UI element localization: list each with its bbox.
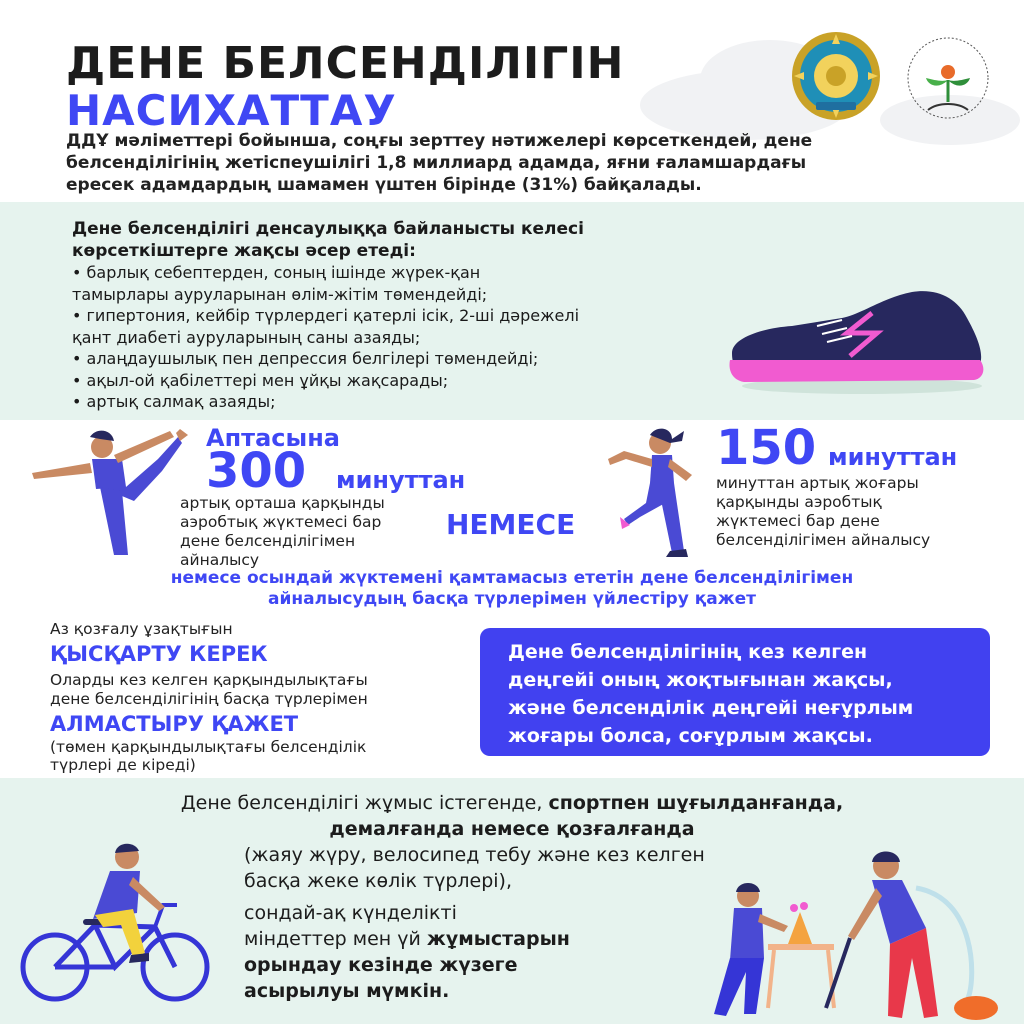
sedentary-line: Аз қозғалу ұзақтығын [50,620,233,638]
benefits-heading [72,218,584,262]
description-line: белсенділігімен айналысу [716,531,931,549]
page-title: ДЕНЕ БЕЛСЕНДІЛІГІН [66,38,625,89]
bottom-line-4 [244,926,570,952]
intro-line: ДДҰ мәліметтері бойынша, соңғы зерттеу нәтижелері көрсеткендей, дене [66,131,813,151]
weekly-150-description [716,474,930,550]
cyclist-figure [15,835,220,1015]
weekly-300-unit: минуттан [336,466,466,494]
sedentary-line: (төмен қарқындылықтағы белсенділік [50,738,367,756]
benefit-item: • гипертония, кейбір түрлердегі қатерлі ісік, 2-ші дәрежелі [72,306,580,325]
bottom-paren-2: басқа жеке көлік түрлері), [244,870,513,892]
description-line: жүктемесі бар дене [716,512,880,530]
bottom-line-3: сондай-ақ күнделікті [244,902,457,924]
housework-couple-figure [676,848,1016,1024]
running-woman-figure [600,425,720,560]
intro-line: ересек адамдардың шамамен үштен бірінде (31%) байқалады. [66,175,702,195]
bottom-line-5: орындау кезінде жүзеге [244,954,518,976]
benefits-heading-line: көрсеткіштерге жақсы әсер етеді: [72,241,416,261]
bottom-text-bold: спортпен шұғылданғанда, [548,792,844,814]
page-subtitle: НАСИХАТТАУ [66,86,397,135]
weekly-150-unit: минуттан [828,443,958,471]
description-line: артық орташа қарқынды [180,494,385,512]
description-line: минуттан артық жоғары [716,474,919,492]
card-line: деңгейі оның жоқтығынан жақсы, [508,669,893,691]
bottom-line-1 [0,790,1024,816]
combine-text [0,568,1024,610]
card-line: жоғары болса, соғұрлым жақсы. [508,725,873,747]
sedentary-line: Оларды кез келген қарқындылықтағы [50,671,368,689]
bottom-line-2: демалғанда немесе қозғалғанда [329,818,695,840]
or-label: НЕМЕСЕ [446,508,576,541]
bottom-text-bold: жұмыстарын [426,928,570,950]
description-line: дене белсенділігімен [180,532,356,550]
benefit-item: • алаңдаушылық пен депрессия белгілері төмендейді; [72,349,539,368]
benefit-item: тамырлары ауруларынан өлім-жітім төмендейді; [72,284,488,304]
bottom-text-plain: Дене белсенділігі жұмыс істегенде, [180,792,549,814]
description-line: қарқынды аэробтық [716,493,882,511]
yoga-pose-figure [30,425,200,560]
benefit-item: • артық салмақ азаяды; [72,392,276,411]
bottom-text-plain: міндеттер мен үй [244,928,427,950]
weekly-prefix: Аптасына [206,424,340,452]
weekly-300-number: 300 [206,443,307,499]
activity-level-card [480,628,990,756]
state-emblem-icon [790,30,882,122]
sedentary-line: дене белсенділігінің басқа түрлерімен [50,690,368,708]
sedentary-heading-reduce: ҚЫСҚАРТУ КЕРЕК [50,642,268,666]
sedentary-line: түрлері де кіреді) [50,756,196,774]
benefit-item: қант диабеті ауруларының саны азаяды; [72,327,421,347]
weekly-300-description [180,494,385,570]
card-line: және белсенділік деңгейі неғұрлым [508,697,914,719]
intro-line: белсенділігінің жетіспеушілігі 1,8 миллиард адамда, яғни ғаламшардағы [66,153,807,173]
description-line: айналысу [180,551,260,569]
weekly-150-number: 150 [716,420,817,476]
bottom-line-6: асырылуы мүмкін. [244,980,450,1002]
card-line: Дене белсенділігінің кез келген [508,641,868,663]
sedentary-heading-replace: АЛМАСТЫРУ ҚАЖЕТ [50,712,299,736]
combine-line: айналысудың басқа түрлерімен үйлестіру қажет [267,589,757,609]
description-line: аэробтық жүктемесі бар [180,513,382,531]
combine-line: немесе осындай жүктемені қамтамасыз ететін дене белсенділігімен [170,568,854,588]
intro-paragraph [66,130,986,196]
benefit-item: • ақыл-ой қабілеттері мен ұйқы жақсарады; [72,370,449,390]
benefit-item: • барлық себептерден, соның ішінде жүрек-қан [72,263,481,282]
bottom-paren-1: (жаяу жүру, велосипед тебу және кез келген [244,844,705,866]
sneaker-icon [722,278,992,398]
benefits-list [72,262,579,413]
healthy-lifestyle-logo-icon [898,30,998,130]
benefits-heading-line: Дене белсенділігі денсаулыққа байланысты келесі [72,219,584,239]
